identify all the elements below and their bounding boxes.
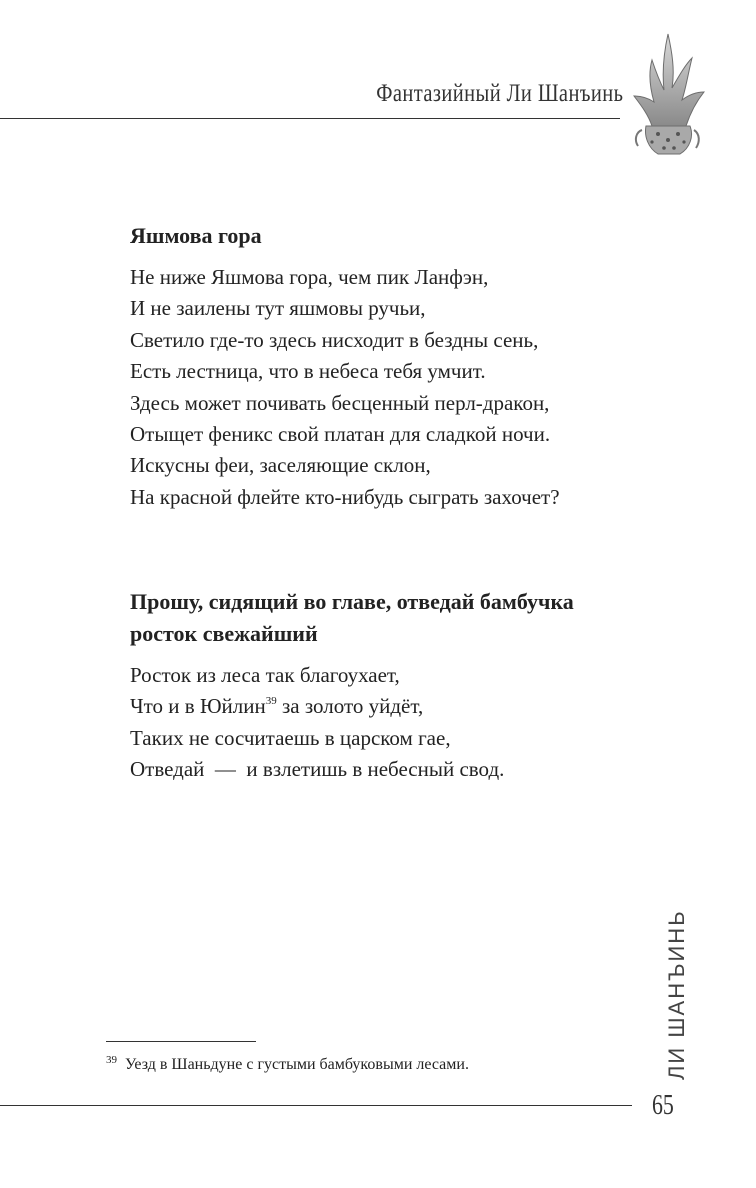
poem-title-2-line2: росток свежайший [130, 621, 318, 646]
poem-line: Не ниже Яшмова гора, чем пик Ланфэн, [130, 265, 489, 289]
poem-line: И не заилены тут яшмовы ручьи, [130, 296, 426, 321]
poem-line: Светило где-то здесь нисходит в бездны сень, [130, 327, 539, 352]
footnote-rule [106, 1041, 256, 1042]
side-author-label: ЛИ ШАНЪИНЬ [664, 909, 689, 1080]
poem-title-2 [130, 586, 574, 650]
poem-line: Искусны феи, заселяющие склон, [130, 453, 431, 478]
poem-line-part: за золото уйдёт, [276, 694, 424, 719]
page-number: 65 [652, 1090, 674, 1121]
poem-line: Отыщет феникс свой платан для сладкой ночи. [130, 422, 551, 447]
footnote-text: Уезд в Шаньдуне с густыми бамбуковыми лесами. [125, 1056, 469, 1073]
header-rule [0, 118, 620, 119]
poem-title-1: Яшмова гора [130, 223, 262, 248]
poem-line: Отведай — и взлетишь в небесный свод. [130, 757, 505, 782]
dragon-ornament-icon [628, 30, 708, 160]
poem-line: Таких не сосчитаешь в царском гае, [130, 725, 451, 750]
poem-1-lines [130, 262, 560, 513]
poem-title-2-line1: Прошу, сидящий во главе, отведай бамбучка [130, 589, 574, 614]
poem-2-lines [130, 660, 504, 786]
poem-line: На красной флейте кто-нибудь сыграть захочет? [130, 484, 560, 509]
poem-line [130, 691, 504, 722]
footnote-number: 39 [106, 1054, 117, 1066]
footnote-ref: 39 [265, 695, 277, 708]
poem-line: Росток из леса так благоухает, [130, 663, 400, 687]
footer-rule [0, 1105, 632, 1106]
footnote [106, 1054, 469, 1074]
poem-line: Здесь может почивать бесценный перл-дракон, [130, 390, 550, 415]
poem-line: Есть лестница, что в небеса тебя умчит. [130, 359, 486, 384]
running-head-title: Фантазийный Ли Шанъинь [375, 80, 623, 107]
poem-line-part: Что и в Юйлин [130, 694, 266, 719]
